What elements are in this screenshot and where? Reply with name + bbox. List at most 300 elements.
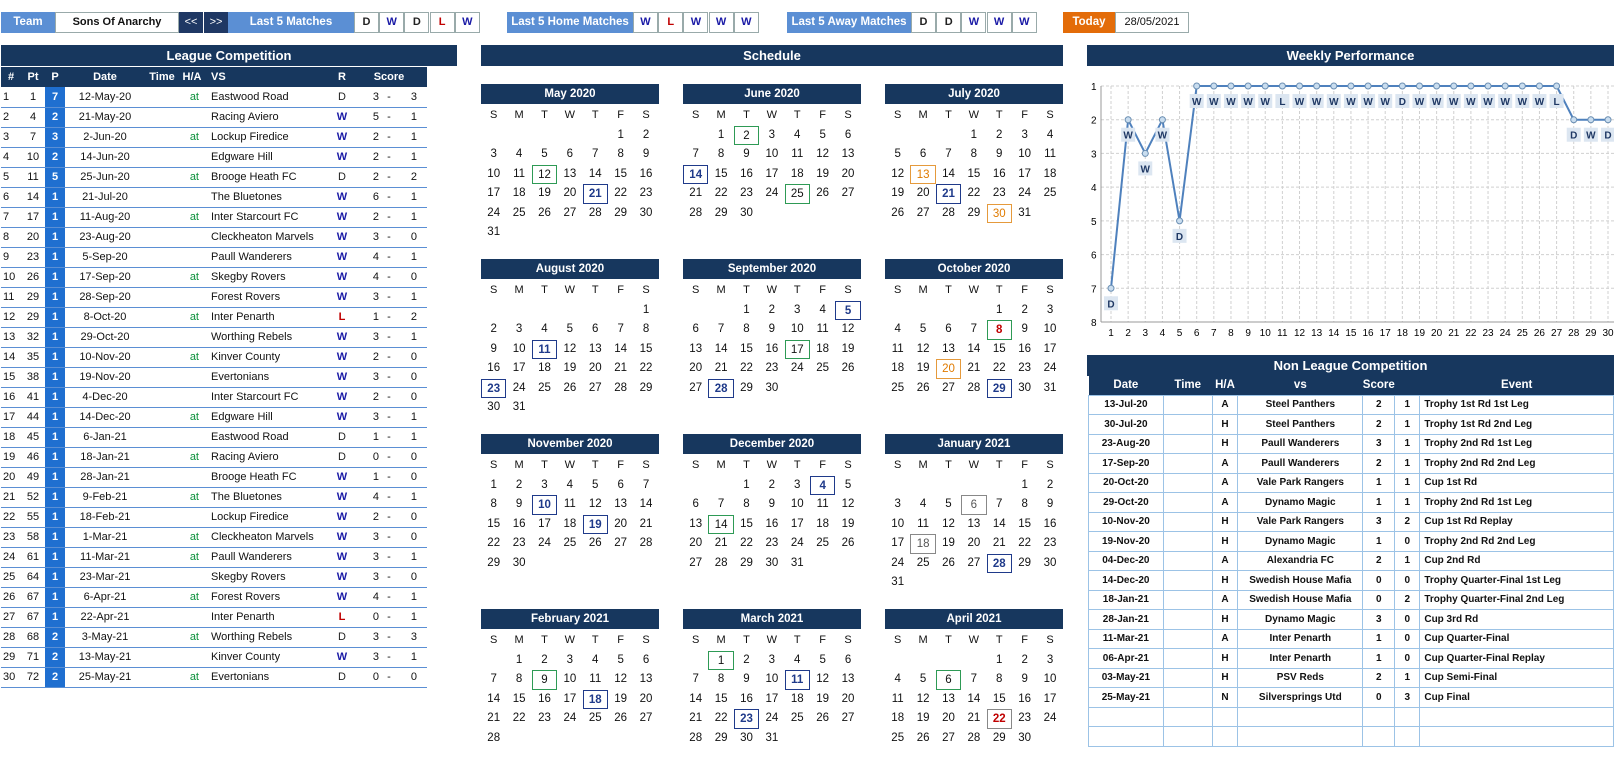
calendar-day[interactable]: 14 [614,342,628,355]
calendar-day[interactable]: 18 [563,517,577,530]
calendar-day[interactable]: 13 [942,342,955,355]
calendar-day[interactable]: 10 [891,517,905,530]
calendar-day[interactable]: 22 [740,537,753,549]
calendar-day[interactable]: 5 [617,653,624,666]
calendar-day[interactable]: 12 [916,692,930,705]
prev-team-button[interactable]: << [179,12,203,33]
calendar-day[interactable]: 20 [841,167,855,180]
calendar-day[interactable]: 15 [639,342,653,355]
calendar-day[interactable]: 26 [614,712,628,724]
calendar-day[interactable]: 15 [992,342,1006,355]
team-select[interactable]: Sons Of Anarchy [55,12,179,33]
calendar-day[interactable]: 5 [819,128,826,141]
calendar-day[interactable]: 15 [992,692,1006,705]
calendar-day[interactable]: 23 [1018,362,1032,374]
calendar-day[interactable]: 29 [992,731,1006,744]
calendar-day[interactable]: 29 [714,206,728,219]
calendar-day[interactable]: 17 [790,517,804,530]
calendar-day[interactable]: 14 [689,692,703,705]
match-day[interactable]: 6 [961,495,986,515]
calendar-day[interactable]: 4 [794,653,801,666]
calendar-day[interactable]: 22 [714,187,728,199]
calendar-day[interactable]: 18 [512,187,526,199]
calendar-day[interactable]: 1 [617,128,624,141]
calendar-day[interactable]: 7 [970,323,978,335]
calendar-day[interactable]: 27 [942,731,955,744]
calendar-day[interactable]: 31 [487,226,501,238]
calendar-day[interactable]: 1 [743,478,750,491]
match-day[interactable]: 5 [835,301,860,321]
calendar-day[interactable]: 6 [844,128,852,141]
calendar-day[interactable]: 4 [794,128,801,141]
match-day[interactable]: 6 [936,670,961,690]
calendar-day[interactable]: 16 [992,167,1006,180]
match-day[interactable]: 23 [481,379,506,399]
calendar-day[interactable]: 7 [692,673,699,685]
calendar-day[interactable]: 9 [1021,323,1028,335]
calendar-day[interactable]: 13 [967,517,981,530]
calendar-day[interactable]: 19 [614,692,628,705]
calendar-day[interactable]: 25 [512,206,526,219]
calendar-day[interactable]: 5 [819,653,826,666]
calendar-day[interactable]: 30 [639,206,653,219]
calendar-day[interactable]: 27 [841,187,855,199]
calendar-day[interactable]: 8 [617,148,624,160]
calendar-day[interactable]: 7 [490,673,497,685]
calendar-day[interactable]: 31 [512,401,526,413]
calendar-day[interactable]: 16 [740,167,753,180]
calendar-day[interactable]: 30 [487,401,501,413]
calendar-day[interactable]: 26 [942,556,955,569]
calendar-day[interactable]: 1 [996,653,1003,666]
calendar-day[interactable]: 12 [841,498,855,510]
calendar-day[interactable]: 8 [1021,498,1028,510]
calendar-day[interactable]: 1 [970,128,978,141]
calendar-day[interactable]: 11 [589,673,602,685]
calendar-day[interactable]: 24 [1018,187,1032,199]
calendar-day[interactable]: 10 [1018,148,1032,160]
calendar-day[interactable]: 22 [614,187,628,199]
calendar-day[interactable]: 19 [816,167,830,180]
calendar-day[interactable]: 21 [714,537,728,549]
calendar-day[interactable]: 29 [740,381,753,394]
calendar-day[interactable]: 8 [717,148,725,160]
calendar-day[interactable]: 12 [588,498,602,510]
calendar-day[interactable]: 21 [967,362,981,374]
match-day[interactable]: 1 [708,651,733,671]
calendar-day[interactable]: 3 [894,498,901,510]
calendar-day[interactable]: 28 [967,731,981,744]
calendar-day[interactable]: 20 [614,517,628,530]
calendar-day[interactable]: 28 [967,381,981,394]
calendar-day[interactable]: 24 [512,381,526,394]
match-day[interactable]: 12 [532,165,557,185]
calendar-day[interactable]: 4 [592,653,599,666]
calendar-day[interactable]: 26 [916,731,930,744]
calendar-day[interactable]: 11 [917,517,930,530]
match-day[interactable]: 14 [708,515,733,535]
calendar-day[interactable]: 6 [592,323,599,335]
calendar-day[interactable]: 3 [1021,128,1028,141]
calendar-day[interactable]: 14 [487,692,501,705]
calendar-day[interactable]: 30 [1043,556,1057,569]
calendar-day[interactable]: 21 [714,362,728,374]
calendar-day[interactable]: 16 [1043,517,1057,530]
calendar-day[interactable]: 13 [588,342,602,355]
calendar-day[interactable]: 23 [740,187,753,199]
calendar-day[interactable]: 11 [891,692,904,705]
calendar-day[interactable]: 14 [992,517,1006,530]
calendar-day[interactable]: 9 [768,323,776,335]
calendar-day[interactable]: 22 [1018,537,1032,549]
calendar-day[interactable]: 26 [816,712,830,724]
calendar-day[interactable]: 7 [996,498,1003,510]
match-day[interactable]: 25 [785,184,810,204]
calendar-day[interactable]: 8 [490,498,497,510]
calendar-day[interactable]: 13 [841,673,855,685]
calendar-day[interactable]: 1 [515,653,523,666]
calendar-day[interactable]: 2 [1021,303,1028,316]
calendar-day[interactable]: 6 [642,653,650,666]
calendar-day[interactable]: 15 [740,342,753,355]
calendar-day[interactable]: 16 [765,342,779,355]
calendar-day[interactable]: 7 [717,323,725,335]
calendar-day[interactable]: 3 [541,478,548,491]
calendar-day[interactable]: 20 [689,537,703,549]
calendar-day[interactable]: 5 [844,478,852,491]
calendar-day[interactable]: 21 [639,517,653,530]
calendar-day[interactable]: 6 [692,323,699,335]
calendar-day[interactable]: 2 [768,303,776,316]
calendar-day[interactable]: 18 [790,167,804,180]
calendar-day[interactable]: 3 [768,653,776,666]
calendar-day[interactable]: 21 [967,712,981,724]
calendar-day[interactable]: 23 [639,187,653,199]
calendar-day[interactable]: 5 [592,478,599,491]
match-day[interactable]: 13 [910,165,935,185]
calendar-day[interactable]: 13 [841,148,855,160]
calendar-day[interactable]: 25 [891,381,905,394]
calendar-day[interactable]: 4 [566,478,574,491]
calendar-day[interactable]: 15 [512,692,526,705]
calendar-day[interactable]: 8 [515,673,523,685]
calendar-day[interactable]: 11 [513,167,526,180]
calendar-day[interactable]: 19 [916,712,930,724]
calendar-day[interactable]: 24 [765,712,779,724]
calendar-day[interactable]: 1 [490,478,497,491]
calendar-day[interactable]: 12 [841,323,855,335]
calendar-day[interactable]: 25 [538,381,551,394]
calendar-day[interactable]: 25 [891,731,905,744]
calendar-day[interactable]: 7 [617,323,624,335]
calendar-day[interactable]: 24 [790,537,804,549]
calendar-day[interactable]: 3 [1046,303,1054,316]
calendar-day[interactable]: 6 [844,653,852,666]
calendar-day[interactable]: 26 [538,206,551,219]
match-day[interactable]: 28 [987,554,1012,574]
calendar-day[interactable]: 20 [841,692,855,705]
calendar-day[interactable]: 9 [743,673,750,685]
calendar-day[interactable]: 11 [1044,148,1057,160]
calendar-day[interactable]: 28 [487,731,501,744]
calendar-day[interactable]: 16 [1018,692,1032,705]
calendar-day[interactable]: 26 [841,537,855,549]
calendar-day[interactable]: 29 [1018,556,1032,569]
calendar-day[interactable]: 12 [916,342,930,355]
calendar-day[interactable]: 6 [617,478,624,491]
calendar-day[interactable]: 18 [891,362,905,374]
calendar-day[interactable]: 30 [512,556,526,569]
calendar-day[interactable]: 24 [1043,712,1057,724]
calendar-day[interactable]: 12 [614,673,628,685]
calendar-day[interactable]: 10 [765,148,779,160]
calendar-day[interactable]: 9 [996,148,1003,160]
calendar-day[interactable]: 4 [1046,128,1054,141]
calendar-day[interactable]: 30 [740,731,753,744]
calendar-day[interactable]: 17 [1043,342,1057,355]
calendar-day[interactable]: 10 [790,323,804,335]
calendar-day[interactable]: 22 [714,712,728,724]
calendar-day[interactable]: 7 [642,478,650,491]
calendar-day[interactable]: 19 [841,517,855,530]
calendar-day[interactable]: 8 [743,498,750,510]
calendar-day[interactable]: 29 [639,381,653,394]
calendar-day[interactable]: 9 [642,148,650,160]
calendar-day[interactable]: 17 [891,537,905,549]
calendar-day[interactable]: 17 [765,692,779,705]
calendar-day[interactable]: 11 [816,498,829,510]
calendar-day[interactable]: 8 [996,673,1003,685]
match-day[interactable]: 11 [532,340,557,360]
calendar-day[interactable]: 7 [692,148,699,160]
calendar-day[interactable]: 18 [790,692,804,705]
calendar-day[interactable]: 9 [490,342,497,355]
calendar-day[interactable]: 23 [538,712,551,724]
calendar-day[interactable]: 3 [794,478,801,491]
calendar-day[interactable]: 1 [642,303,650,316]
calendar-day[interactable]: 21 [992,537,1006,549]
calendar-day[interactable]: 31 [891,576,905,588]
calendar-day[interactable]: 2 [515,478,523,491]
calendar-day[interactable]: 24 [790,362,804,374]
calendar-day[interactable]: 13 [689,517,703,530]
calendar-day[interactable]: 29 [714,731,728,744]
calendar-day[interactable]: 8 [743,323,750,335]
calendar-day[interactable]: 3 [515,323,523,335]
calendar-day[interactable]: 11 [891,342,904,355]
match-day[interactable]: 2 [734,126,759,146]
calendar-day[interactable]: 16 [740,692,753,705]
calendar-day[interactable]: 15 [967,167,981,180]
calendar-day[interactable]: 15 [714,692,728,705]
match-day[interactable]: 14 [683,165,708,185]
calendar-day[interactable]: 1 [1021,478,1028,491]
calendar-day[interactable]: 23 [1043,537,1057,549]
calendar-day[interactable]: 17 [765,167,779,180]
calendar-day[interactable]: 25 [1043,187,1057,199]
calendar-day[interactable]: 3 [566,653,574,666]
calendar-day[interactable]: 20 [916,187,930,199]
calendar-day[interactable]: 8 [642,323,650,335]
match-day[interactable]: 21 [936,184,961,204]
calendar-day[interactable]: 8 [970,148,978,160]
calendar-day[interactable]: 9 [743,148,750,160]
match-day[interactable]: 4 [810,476,835,496]
calendar-day[interactable]: 1 [743,303,750,316]
match-day[interactable]: 9 [532,670,557,690]
calendar-day[interactable]: 2 [541,653,548,666]
calendar-day[interactable]: 26 [916,381,930,394]
calendar-day[interactable]: 5 [566,323,574,335]
calendar-day[interactable]: 13 [563,167,577,180]
calendar-day[interactable]: 28 [689,206,703,219]
calendar-day[interactable]: 20 [563,187,577,199]
calendar-day[interactable]: 9 [768,498,776,510]
calendar-day[interactable]: 27 [916,206,930,219]
calendar-day[interactable]: 27 [689,556,703,569]
calendar-day[interactable]: 5 [945,498,952,510]
calendar-day[interactable]: 25 [790,712,804,724]
calendar-day[interactable]: 4 [894,323,901,335]
calendar-day[interactable]: 27 [588,381,602,394]
calendar-day[interactable]: 20 [639,692,653,705]
calendar-day[interactable]: 3 [768,128,776,141]
calendar-day[interactable]: 4 [894,673,901,685]
calendar-day[interactable]: 2 [642,128,650,141]
calendar-day[interactable]: 30 [1018,381,1032,394]
calendar-day[interactable]: 13 [614,498,628,510]
match-day[interactable]: 22 [987,709,1012,729]
calendar-day[interactable]: 4 [819,303,826,316]
calendar-day[interactable]: 28 [942,206,955,219]
match-day[interactable]: 23 [734,709,759,729]
calendar-day[interactable]: 20 [689,362,703,374]
calendar-day[interactable]: 19 [816,692,830,705]
calendar-day[interactable]: 27 [639,712,653,724]
match-day[interactable]: 20 [936,359,961,379]
calendar-day[interactable]: 22 [487,537,501,549]
calendar-day[interactable]: 24 [765,187,779,199]
calendar-day[interactable]: 30 [765,556,779,569]
calendar-day[interactable]: 17 [512,362,526,374]
calendar-day[interactable]: 15 [487,517,501,530]
calendar-day[interactable]: 7 [945,148,952,160]
calendar-day[interactable]: 19 [563,362,577,374]
calendar-day[interactable]: 3 [1046,653,1054,666]
calendar-day[interactable]: 16 [487,362,501,374]
calendar-day[interactable]: 2 [743,653,750,666]
calendar-day[interactable]: 8 [717,673,725,685]
calendar-day[interactable]: 19 [891,187,905,199]
calendar-day[interactable]: 12 [942,517,955,530]
calendar-day[interactable]: 22 [740,362,753,374]
calendar-day[interactable]: 10 [790,498,804,510]
calendar-day[interactable]: 13 [942,692,955,705]
calendar-day[interactable]: 27 [614,537,628,549]
calendar-day[interactable]: 4 [515,148,523,160]
calendar-day[interactable]: 14 [588,167,602,180]
calendar-day[interactable]: 5 [919,673,927,685]
calendar-day[interactable]: 17 [487,187,501,199]
calendar-day[interactable]: 6 [919,148,927,160]
calendar-day[interactable]: 13 [639,673,653,685]
calendar-day[interactable]: 24 [487,206,501,219]
calendar-day[interactable]: 21 [614,362,628,374]
calendar-day[interactable]: 29 [740,556,753,569]
match-day[interactable]: 30 [987,204,1012,224]
calendar-day[interactable]: 7 [970,673,978,685]
calendar-day[interactable]: 17 [538,517,551,530]
calendar-day[interactable]: 27 [563,206,577,219]
match-day[interactable]: 17 [785,340,810,360]
calendar-day[interactable]: 4 [541,323,548,335]
calendar-day[interactable]: 11 [816,323,829,335]
calendar-day[interactable]: 22 [967,187,981,199]
calendar-day[interactable]: 10 [563,673,577,685]
calendar-day[interactable]: 21 [689,712,703,724]
calendar-day[interactable]: 16 [538,692,551,705]
calendar-day[interactable]: 27 [841,712,855,724]
match-day[interactable]: 18 [910,534,935,554]
match-day[interactable]: 19 [583,515,608,535]
calendar-day[interactable]: 28 [689,731,703,744]
calendar-day[interactable]: 5 [919,323,927,335]
calendar-day[interactable]: 22 [639,362,653,374]
calendar-day[interactable]: 13 [689,342,703,355]
calendar-day[interactable]: 1 [996,303,1003,316]
calendar-day[interactable]: 18 [816,342,830,355]
calendar-day[interactable]: 16 [639,167,653,180]
calendar-day[interactable]: 25 [916,556,930,569]
match-day[interactable]: 10 [532,495,557,515]
calendar-day[interactable]: 31 [790,556,804,569]
calendar-day[interactable]: 10 [1043,323,1057,335]
calendar-day[interactable]: 22 [512,712,526,724]
calendar-day[interactable]: 7 [717,498,725,510]
calendar-day[interactable]: 28 [639,537,653,549]
calendar-day[interactable]: 4 [919,498,927,510]
calendar-day[interactable]: 11 [791,148,804,160]
calendar-day[interactable]: 20 [967,537,981,549]
calendar-day[interactable]: 23 [1018,712,1032,724]
calendar-day[interactable]: 23 [512,537,526,549]
calendar-day[interactable]: 21 [689,187,703,199]
calendar-day[interactable]: 23 [765,362,779,374]
calendar-day[interactable]: 30 [740,206,753,219]
calendar-day[interactable]: 19 [916,362,930,374]
calendar-day[interactable]: 31 [765,731,779,744]
calendar-day[interactable]: 9 [1046,498,1054,510]
calendar-day[interactable]: 16 [765,517,779,530]
calendar-day[interactable]: 17 [1043,692,1057,705]
calendar-day[interactable]: 28 [588,206,602,219]
calendar-day[interactable]: 6 [692,498,699,510]
calendar-day[interactable]: 26 [891,206,905,219]
match-day[interactable]: 21 [583,184,608,204]
calendar-day[interactable]: 25 [816,362,830,374]
calendar-day[interactable]: 19 [942,537,955,549]
calendar-day[interactable]: 16 [1018,342,1032,355]
calendar-day[interactable]: 27 [689,381,703,394]
calendar-day[interactable]: 12 [816,673,830,685]
calendar-day[interactable]: 15 [714,167,728,180]
calendar-day[interactable]: 25 [588,712,602,724]
match-day[interactable]: 18 [583,690,608,710]
calendar-day[interactable]: 23 [992,187,1006,199]
match-day[interactable]: 28 [708,379,733,399]
match-day[interactable]: 11 [785,670,810,690]
calendar-day[interactable]: 10 [487,167,501,180]
